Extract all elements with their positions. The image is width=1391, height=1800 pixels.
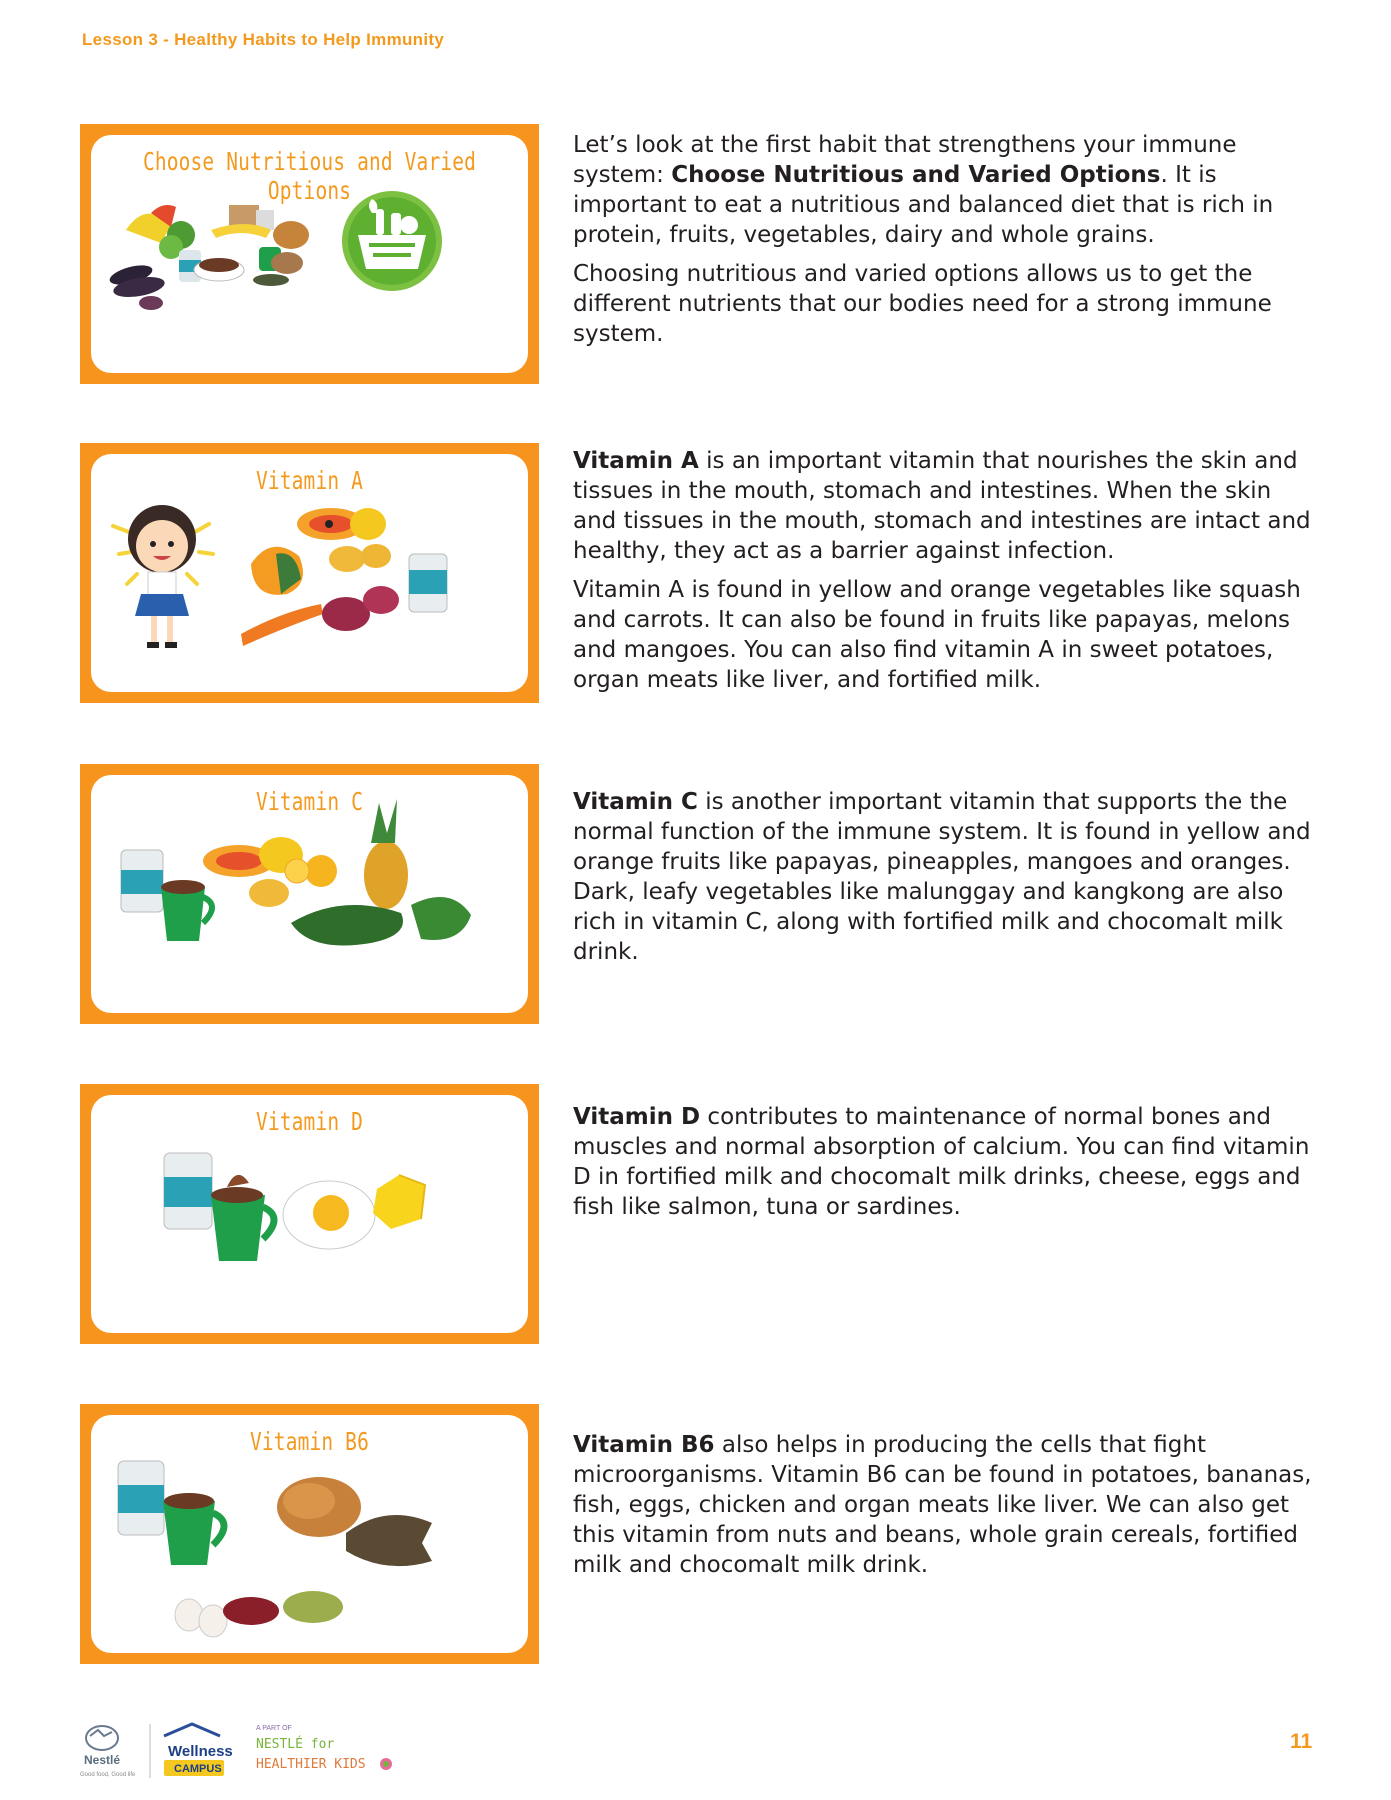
bold-lead-term: Vitamin D: [573, 1104, 701, 1130]
inline-bold-term: Choose Nutritious and Varied Options: [671, 162, 1161, 188]
card-vitamin-d: [80, 1084, 539, 1344]
paragraph-text: Let’s look at the first habit that strengthens your immune system:: [573, 132, 1237, 188]
paragraph: Vitamin A is found in yellow and orange vegetables like squash and carrots. It can also be found in fruits like papayas, melons and mangoes. You can also find vitamin A in sweet potatoes, organ meats like liver, and fortified milk.: [573, 577, 1301, 693]
bold-lead-term: Vitamin C: [573, 789, 698, 815]
paragraph: [573, 130, 1318, 250]
section-text-vitamin-b6: [573, 1430, 1318, 1589]
svg-text:HEALTHIER KIDS: HEALTHIER KIDS: [256, 1757, 366, 1772]
card-title: Vitamin B6: [250, 1427, 369, 1456]
card-title: Vitamin D: [255, 1107, 364, 1136]
paragraph: [573, 787, 1318, 967]
paragraph: [573, 1102, 1318, 1222]
svg-text:Good food, Good life: Good food, Good life: [80, 1772, 136, 1778]
lesson-header: Lesson 3 - Healthy Habits to Help Immunity: [82, 30, 445, 49]
card-vitamin-c: [80, 764, 539, 1024]
paragraph: Choosing nutritious and varied options allows us to get the different nutrients that our bodies need for a strong immune system.: [573, 261, 1272, 347]
svg-text:CAMPUS: CAMPUS: [174, 1763, 222, 1775]
card-title: Vitamin A: [255, 466, 364, 495]
paragraph-text: is an important vitamin that nourishes the skin and tissues in the mouth, stomach and intestines. When the skin and tissues in the mouth, stomach and intestines are intact and healthy, they act as a barrier against infection.: [573, 448, 1311, 564]
paragraph-text: is another important vitamin that supports the the normal function of the immune system. It is found in yellow and orange fruits like papayas, pineapples, mangoes and oranges. Dark, leafy vegetables like malunggay and kangkong are also rich in vitamin C, along with fortified milk and chocomalt milk drink.: [573, 789, 1311, 965]
paragraph-text: . It is important to eat a nutritious and balanced diet that is rich in protein, fruits, vegetables, dairy and whole grains.: [573, 162, 1274, 248]
paragraph-text: contributes to maintenance of normal bones and muscles and normal absorption of calcium. You can find vitamin D in fortified milk and chocomalt milk drinks, cheese, eggs and fish like salmon, tuna or sardines.: [573, 1104, 1310, 1220]
svg-text:Wellness: Wellness: [168, 1743, 233, 1760]
bold-lead-term: Vitamin A: [573, 448, 699, 474]
paragraph: [573, 1430, 1318, 1580]
section-text-vitamin-c: [573, 787, 1318, 976]
card-nutritious-options: [80, 124, 539, 384]
card-vitamin-b6: [80, 1404, 539, 1664]
girl-illustration: [113, 505, 213, 648]
svg-text:A PART OF: A PART OF: [256, 1725, 292, 1732]
card-title: Vitamin C: [255, 787, 364, 816]
bold-lead-term: Vitamin B6: [573, 1432, 715, 1458]
page-number: 11: [1290, 1730, 1313, 1753]
nestle-logo: [80, 1726, 136, 1778]
section-text-nutritious: [573, 130, 1318, 358]
svg-text:NESTLÉ for: NESTLÉ for: [256, 1737, 335, 1752]
section-text-vitamin-d: [573, 1102, 1318, 1231]
paragraph: [573, 446, 1318, 566]
footer-logos: [80, 1720, 400, 1782]
card-title: Choose Nutritious and Varied Options: [142, 147, 477, 205]
svg-text:Nestlé: Nestlé: [84, 1753, 121, 1767]
nestle-for-healthier-kids-logo: [256, 1725, 392, 1772]
wellness-campus-logo: [164, 1724, 233, 1776]
card-vitamin-a: [80, 443, 539, 703]
paragraph-text: also helps in producing the cells that fight microorganisms. Vitamin B6 can be found in potatoes, bananas, fish, eggs, chicken and organ meats like liver. We can also get this vitamin from nuts and beans, whole grain cereals, fortified milk and chocomalt milk drink.: [573, 1432, 1312, 1578]
section-text-vitamin-a: [573, 446, 1318, 704]
